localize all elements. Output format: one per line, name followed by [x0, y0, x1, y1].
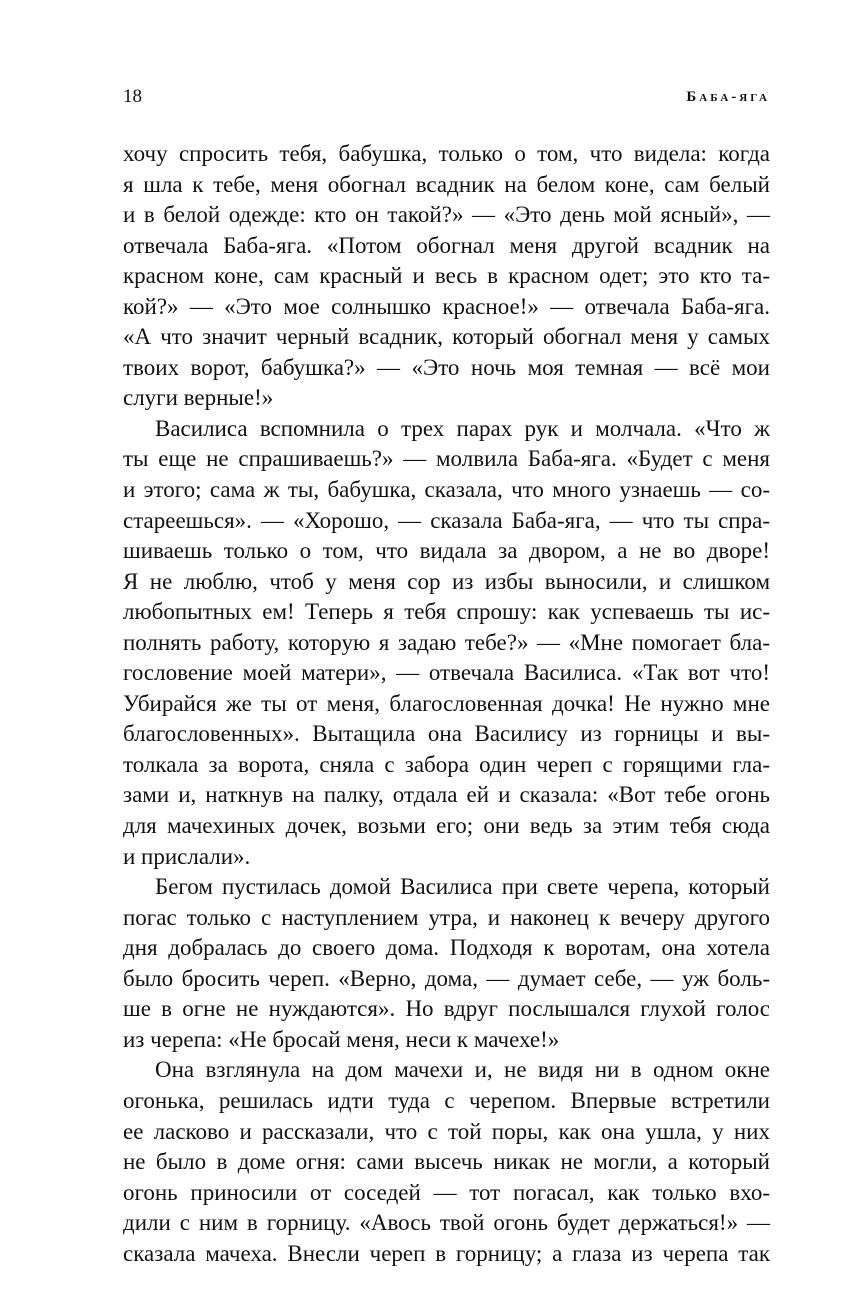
text-line: толкала за ворота, сняла с забора один череп с горящими гла- — [123, 751, 770, 777]
text-line: благословенных». Вытащила она Василису из горницы и вы- — [123, 721, 770, 747]
text-line: Она взглянула на дом мачехи и, не видя ни в одном окне — [155, 1057, 770, 1083]
text-line: слуги верные!» — [123, 385, 274, 411]
text-line: шиваешь только о том, что видала за двором, а не во дворе! — [123, 538, 770, 564]
text-line: полнять работу, которую я задаю тебе?» — «Мне помогает бла- — [123, 629, 770, 655]
text-line: зами и, наткнув на палку, отдала ей и сказала: «Вот тебе огонь — [123, 782, 770, 808]
text-line: красном коне, сам красный и весь в красном одет; это кто та- — [123, 263, 770, 289]
text-line: и в белой одежде: кто он такой?» — «Это день мой ясный», — — [123, 202, 770, 228]
text-line: Бегом пустилась домой Василиса при свете черепа, который — [155, 874, 770, 900]
page-number: 18 — [123, 86, 142, 107]
paragraph — [123, 1055, 770, 1269]
text-line: не было в доме огня: сами высечь никак не могли, а который — [123, 1149, 770, 1175]
text-line: дня добралась до своего дома. Подходя к воротам, она хотела — [123, 935, 770, 961]
paragraph — [123, 414, 770, 872]
text-line: Я не люблю, чтоб у меня сор из избы выносили, и слишком — [123, 568, 770, 594]
running-header — [123, 86, 770, 114]
text-line: «А что значит черный всадник, который обогнал меня у самых — [123, 324, 770, 350]
text-line: ше в огне не нуждаются». Но вдруг послышался глухой голос — [123, 996, 770, 1022]
text-line: хочу спросить тебя, бабушка, только о том, что видела: когда — [123, 141, 770, 166]
text-line: и прислали». — [123, 843, 251, 869]
text-line: дили с ним в горницу. «Авось твой огонь будет держаться!» — — [123, 1210, 770, 1236]
text-line: ее ласково и рассказали, что с той поры, как она ушла, у них — [123, 1118, 770, 1144]
text-line: и этого; сама ж ты, бабушка, сказала, что много узнаешь — со- — [123, 477, 770, 503]
text-line: я шла к тебе, меня обогнал всадник на белом коне, сам белый — [123, 171, 770, 197]
text-line: из черепа: «Не бросай меня, неси к мачехе!» — [123, 1026, 560, 1052]
text-line: стареешься». — «Хорошо, — сказала Баба-яга, — что ты спра- — [123, 507, 770, 533]
text-line: любопытных ем! Теперь я тебя спрошу: как успеваешь ты ис- — [123, 599, 770, 625]
text-line: погас только с наступлением утра, и наконец к вечеру другого — [123, 904, 770, 930]
body-text — [123, 139, 770, 1269]
text-line: твоих ворот, бабушка?» — «Это ночь моя темная — всё мои — [123, 354, 770, 380]
text-line: гословение моей матери», — отвечала Василиса. «Так вот что! — [123, 660, 770, 686]
text-line: Василиса вспомнила о трех парах рук и молчала. «Что ж — [155, 415, 770, 441]
running-title: Баба-яга — [686, 89, 770, 105]
text-line: для мачехиных дочек, возьми его; они ведь за этим тебя сюда — [123, 813, 770, 839]
text-line: огонь приносили от соседей — тот погасал, как только вхо- — [123, 1179, 770, 1205]
paragraph — [123, 872, 770, 1055]
text-line: было бросить череп. «Верно, дома, — думает себе, — уж боль- — [123, 965, 770, 991]
text-line: кой?» — «Это мое солнышко красное!» — отвечала Баба-яга. — [123, 293, 770, 319]
text-line: сказала мачеха. Внесли череп в горницу; а глаза из черепа так — [123, 1240, 770, 1266]
text-line: ты еще не спрашиваешь?» — молвила Баба-яга. «Будет с меня — [123, 446, 770, 472]
text-line: отвечала Баба-яга. «Потом обогнал меня другой всадник на — [123, 232, 770, 258]
paragraph — [123, 139, 770, 414]
text-line: огонька, решилась идти туда с черепом. Впервые встретили — [123, 1087, 770, 1113]
text-line: Убирайся же ты от меня, благословенная дочка! Не нужно мне — [123, 690, 770, 716]
